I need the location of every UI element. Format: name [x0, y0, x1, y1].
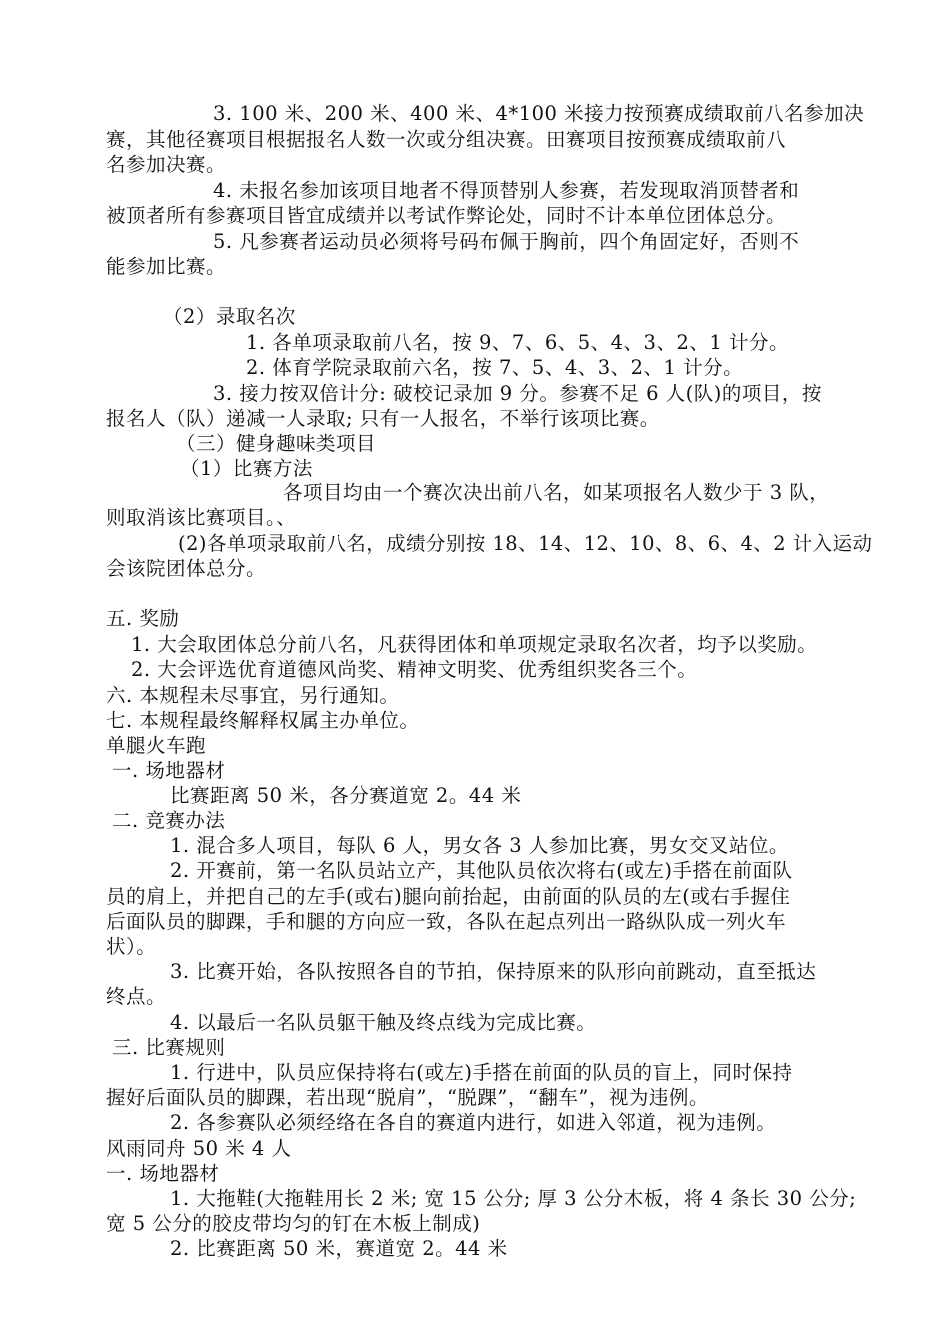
item-title: 单腿火车跑	[106, 734, 207, 757]
text-line: 5. 凡参赛者运动员必须将号码布佩于胸前，四个角固定好，否则不	[213, 230, 800, 253]
text-line: 1. 混合多人项目，每队 6 人，男女各 3 人参加比赛，男女交叉站位。	[170, 834, 789, 857]
text-line: 2. 体育学院录取前六名，按 7、5、4、3、2、1 计分。	[246, 356, 744, 379]
text-line: 1. 各单项录取前八名，按 9、7、6、5、4、3、2、1 计分。	[246, 331, 789, 354]
text-line: 宽 5 公分的胶皮带均匀的钉在木板上制成)	[106, 1212, 481, 1235]
text-line: 握好后面队员的脚踝，若出现“脱肩”，“脱踝”，“翻车”，视为违例。	[106, 1086, 709, 1109]
section-heading: 三. 比赛规则	[112, 1036, 226, 1059]
text-line: 报名人（队）递减一人录取; 只有一人报名，不举行该项比赛。	[106, 407, 660, 430]
text-line: 被顶者所有参赛项目皆宜成绩并以考试作弊论处，同时不计本单位团体总分。	[106, 204, 787, 227]
text-line: 3. 比赛开始，各队按照各自的节拍，保持原来的队形向前跳动，直至抵达	[170, 960, 817, 983]
section-heading: 六. 本规程未尽事宜，另行通知。	[106, 684, 400, 707]
text-line: 2. 各参赛队必须经络在各自的赛道内进行，如进入邻道，视为违例。	[170, 1111, 777, 1134]
text-line: 3. 100 米、200 米、400 米、4*100 米接力按预赛成绩取前八名参加决	[213, 102, 865, 125]
text-line: 2. 开赛前，第一名队员站立产，其他队员依次将右(或左)手搭在前面队	[170, 859, 793, 882]
section-heading: （2）录取名次	[163, 305, 296, 328]
text-line: 后面队员的脚踝，手和腿的方向应一致，各队在起点列出一路纵队成一列火车	[106, 910, 787, 933]
text-line: 会该院团体总分。	[106, 557, 267, 580]
text-line: 1. 大拖鞋(大拖鞋用长 2 米; 宽 15 公分; 厚 3 公分木板，将 4 条长 30 公分;	[170, 1187, 857, 1210]
text-line: 员的肩上，并把自己的左手(或右)腿向前抬起，由前面的队员的左(或右手握住	[106, 885, 791, 908]
text-line: 赛，其他径赛项目根据报名人数一次或分组决赛。田赛项目按预赛成绩取前八	[106, 128, 787, 151]
text-line: (2)各单项录取前八名，成绩分别按 18、14、12、10、8、6、4、2 计入运动	[178, 532, 873, 555]
section-heading: 二. 竞赛办法	[112, 809, 226, 832]
section-heading: 一. 场地器材	[112, 759, 226, 782]
text-line: 比赛距离 50 米，各分赛道宽 2。44 米	[170, 784, 522, 807]
section-heading: （三）健身趣味类项目	[176, 432, 377, 455]
text-line: 2. 比赛距离 50 米，赛道宽 2。44 米	[170, 1237, 508, 1260]
text-line: 能参加比赛。	[106, 255, 227, 278]
text-line: 1. 行进中，队员应保持将右(或左)手搭在前面的队员的盲上，同时保持	[170, 1061, 793, 1084]
text-line: 2. 大会评选优育道德风尚奖、精神文明奖、优秀组织奖各三个。	[131, 658, 698, 681]
item-title: 风雨同舟 50 米 4 人	[106, 1137, 292, 1160]
text-line: 名参加决赛。	[106, 153, 227, 176]
text-line: 终点。	[106, 985, 167, 1008]
text-line: 1. 大会取团体总分前八名，凡获得团体和单项规定录取名次者，均予以奖励。	[131, 633, 818, 656]
text-line: 状）。	[106, 935, 157, 958]
section-heading: 五. 奖励	[106, 607, 180, 630]
text-line: 4. 未报名参加该项目地者不得顶替别人参赛，若发现取消顶替者和	[213, 179, 800, 202]
section-heading: 一. 场地器材	[106, 1162, 220, 1185]
text-line: 则取消该比赛项目。、	[106, 506, 297, 529]
text-line: 3. 接力按双倍计分: 破校记录加 9 分。参赛不足 6 人(队)的项目，按	[213, 382, 822, 405]
text-line: 4. 以最后一名队员躯干触及终点线为完成比赛。	[170, 1011, 597, 1034]
text-line: 各项目均由一个赛次决出前八名，如某项报名人数少于 3 队，	[283, 481, 830, 504]
section-heading: （1）比赛方法	[180, 457, 313, 480]
section-heading: 七. 本规程最终解释权属主办单位。	[106, 709, 420, 732]
